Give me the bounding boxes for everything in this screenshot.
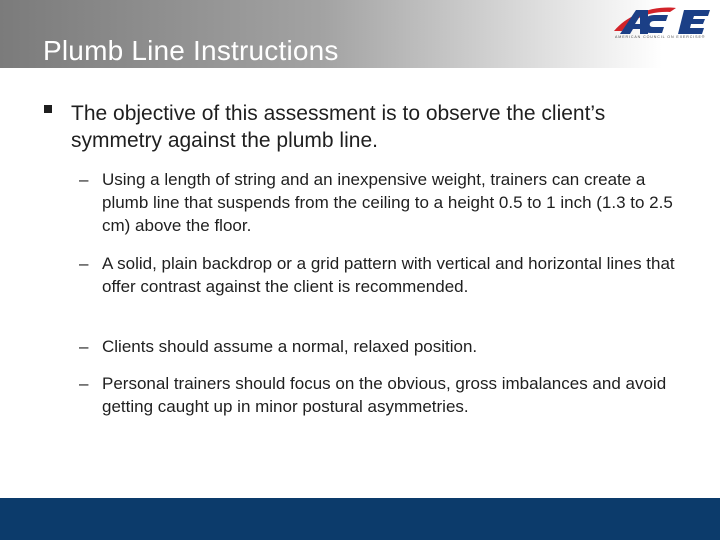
sub-bullet [79,335,679,358]
dash-bullet-icon: – [79,337,89,356]
ace-logo-letter-e [678,10,710,34]
dash-bullet-icon: – [79,254,89,273]
ace-logo [612,4,716,46]
dash-bullet-icon: – [79,374,89,393]
sub-bullet-text: A solid, plain backdrop or a grid pattern with vertical and horizontal lines that offer contrast against the client is recommended. [102,254,675,296]
sub-bullet [79,252,679,298]
slide-title: Plumb Line Instructions [43,35,339,66]
dash-bullet-icon: – [79,170,89,189]
square-bullet-icon [44,105,52,113]
ace-logo-letter-c [643,15,668,33]
sub-bullet [79,168,679,237]
sub-bullet-text: Personal trainers should focus on the obvious, gross imbalances and avoid getting caught up in minor postural asymmetries. [102,374,667,416]
sub-bullet [79,372,679,418]
sub-bullet-text: Using a length of string and an inexpensive weight, trainers can create a plumb line that suspends from the ceiling to a height 0.5 to 1 inch (1.3 to 2.5 cm) above the floor. [102,170,673,235]
sub-bullet-text: Clients should assume a normal, relaxed position. [102,337,478,356]
main-bullet [44,100,624,154]
logo-tagline: AMERICAN COUNCIL ON EXERCISE® [615,35,706,39]
footer-bar [0,498,720,540]
main-bullet-text: The objective of this assessment is to observe the client’s symmetry against the plumb line. [71,102,606,152]
